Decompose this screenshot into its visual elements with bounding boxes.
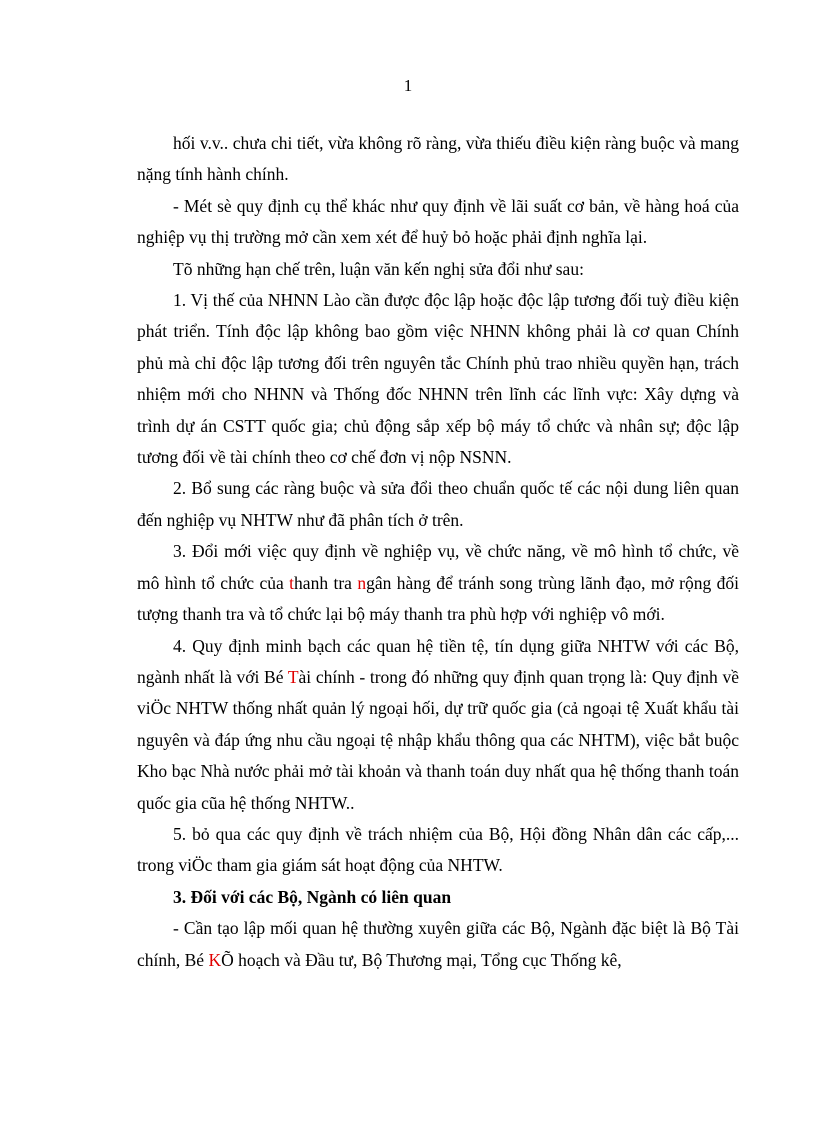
section-heading: 3. Đối với các Bộ, Ngành có liên quan <box>173 886 452 907</box>
paragraph-3: Tõ những hạn chế trên, luận văn kến nghị sửa đổi như sau: <box>173 258 584 279</box>
paragraph-7 <box>137 631 739 819</box>
paragraph-6 <box>137 536 739 630</box>
text-run: hanh tra <box>294 572 358 593</box>
text-run: gân hàng để tránh song trùng lãnh đạo, mở rộng đối tượng thanh tra và tổ chức lại bộ máy thanh tra phù hợp với nghiệp vô mới. <box>137 572 739 625</box>
highlighted-char: n <box>357 572 367 593</box>
paragraph-4: 1. Vị thế của NHNN Lào cần được độc lập hoặc độc lập tương đối tuỳ điều kiện phát triển. Tính độc lập không bao gồm việc NHNN không phải là cơ quan Chính phủ mà chỉ độc lập tương đối trên nguyên tắc Chính phủ trao nhiều quyền hạn, trách nhiệm mới cho NHNN và Thống đốc NHNN trên lĩnh các lĩnh vực: Xây dựng và trình dự án CSTT quốc gia; chủ động sắp xếp bộ máy tổ chức và nhân sự; độc lập tương đối về tài chính theo cơ chế đơn vị nộp NSNN. <box>137 290 739 468</box>
paragraph-2: - Mét sè quy định cụ thể khác như quy định về lãi suất cơ bản, về hàng hoá của nghiệp vụ thị trường mở cần xem xét để huỷ bỏ hoặc phải định nghĩa lại. <box>137 195 739 248</box>
document-body <box>137 128 739 976</box>
text-run: Õ hoạch và Đầu tư, Bộ Thương mại, Tổng cục Thống kê, <box>221 949 622 970</box>
highlighted-char: t <box>289 572 295 593</box>
highlighted-char: K <box>208 949 222 970</box>
page-number: 1 <box>403 76 413 95</box>
highlighted-char: T <box>287 666 299 687</box>
text-run: - Cần tạo lập mối quan hệ thường xuyên giữa các Bộ, Ngành đặc biệt là Bộ Tài chính, Bé <box>137 918 739 970</box>
paragraph-8: 5. bỏ qua các quy định về trách nhiệm của Bộ, Hội đồng Nhân dân các cấp,... trong viÖc tham gia giám sát hoạt động của NHTW. <box>137 823 739 876</box>
text-run: 4. Quy định minh bạch các quan hệ tiền tệ, tín dụng giữa NHTW với các Bộ, ngành nhất là với Bé <box>137 635 739 687</box>
text-run: ài chính - trong đó những quy định quan trọng là: Quy định về viÖc NHTW thống nhất quản lý ngoại hối, dự trữ quốc gia (cả ngoại tệ Xuất khẩu tài nguyên và đáp ứng nhu cầu ngoại tệ nhập khẩu thông qua các NHTM), việc bắt buộc Kho bạc Nhà nước phải mở tài khoản và thanh toán duy nhất qua hệ thống thanh toán quốc gia cũa hệ thống NHTW.. <box>137 666 739 813</box>
paragraph-5: 2. Bổ sung các ràng buộc và sửa đổi theo chuẩn quốc tế các nội dung liên quan đến nghiệp vụ NHTW như đã phân tích ở trên. <box>137 478 739 530</box>
paragraph-1: hối v.v.. chưa chi tiết, vừa không rõ ràng, vừa thiếu điều kiện ràng buộc và mang nặng tính hành chính. <box>137 133 739 185</box>
text-run: 3. Đổi mới việc quy định về nghiệp vụ, về chức năng, về mô hình tổ chức, về mô hình tổ chức của <box>137 541 739 593</box>
paragraph-9 <box>137 913 739 976</box>
